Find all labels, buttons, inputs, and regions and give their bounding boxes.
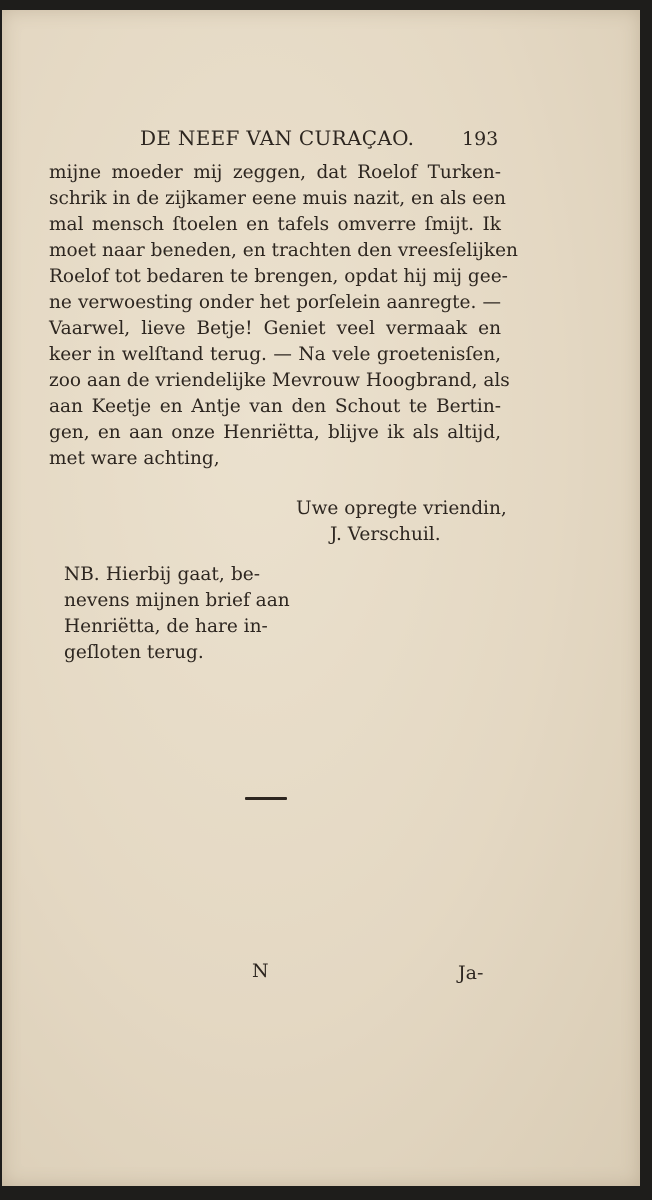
section-divider-rule — [245, 797, 287, 800]
note-line: Henriëtta, de hare in- — [64, 616, 268, 637]
body-line: mal mensch ſtoelen en tafels omverre ſmijt. Ik — [49, 214, 501, 235]
body-line: aan Keetje en Antje van den Schout te Bertin- — [49, 396, 501, 417]
catchword: Ja- — [458, 962, 484, 984]
body-line: met ware achting, — [49, 448, 220, 469]
body-line: gen, en aan onze Henriëtta, blijve ik als altijd, — [49, 422, 501, 443]
body-line: zoo aan de vriendelijke Mevrouw Hoogbrand, als — [49, 370, 510, 391]
body-line: Vaarwel, lieve Betje! Geniet veel vermaak en — [49, 318, 501, 339]
signature-mark: N — [252, 960, 269, 982]
body-line: mijne moeder mij zeggen, dat Roelof Turken- — [49, 162, 501, 183]
book-page — [2, 10, 640, 1186]
note-line: geſloten terug. — [64, 642, 204, 663]
body-line: moet naar beneden, en trachten den vreesſelijken — [49, 240, 518, 261]
body-line: keer in welſtand terug. — Na vele groetenisſen, — [49, 344, 501, 365]
letter-signature: J. Verschuil. — [330, 524, 441, 545]
letter-closing: Uwe opregte vriendin, — [296, 498, 507, 519]
note-line: nevens mijnen brief aan — [64, 590, 290, 611]
body-line: schrik in de zijkamer eene muis nazit, en als een — [49, 188, 506, 209]
body-line: ne verwoesting onder het porſelein aanregte. — — [49, 292, 501, 313]
body-line: Roelof tot bedaren te brengen, opdat hij mij gee- — [49, 266, 508, 287]
note-line: NB. Hierbij gaat, be- — [64, 564, 260, 585]
page-number: 193 — [462, 128, 499, 150]
running-head-title: DE NEEF VAN CURAÇAO. — [140, 126, 415, 150]
